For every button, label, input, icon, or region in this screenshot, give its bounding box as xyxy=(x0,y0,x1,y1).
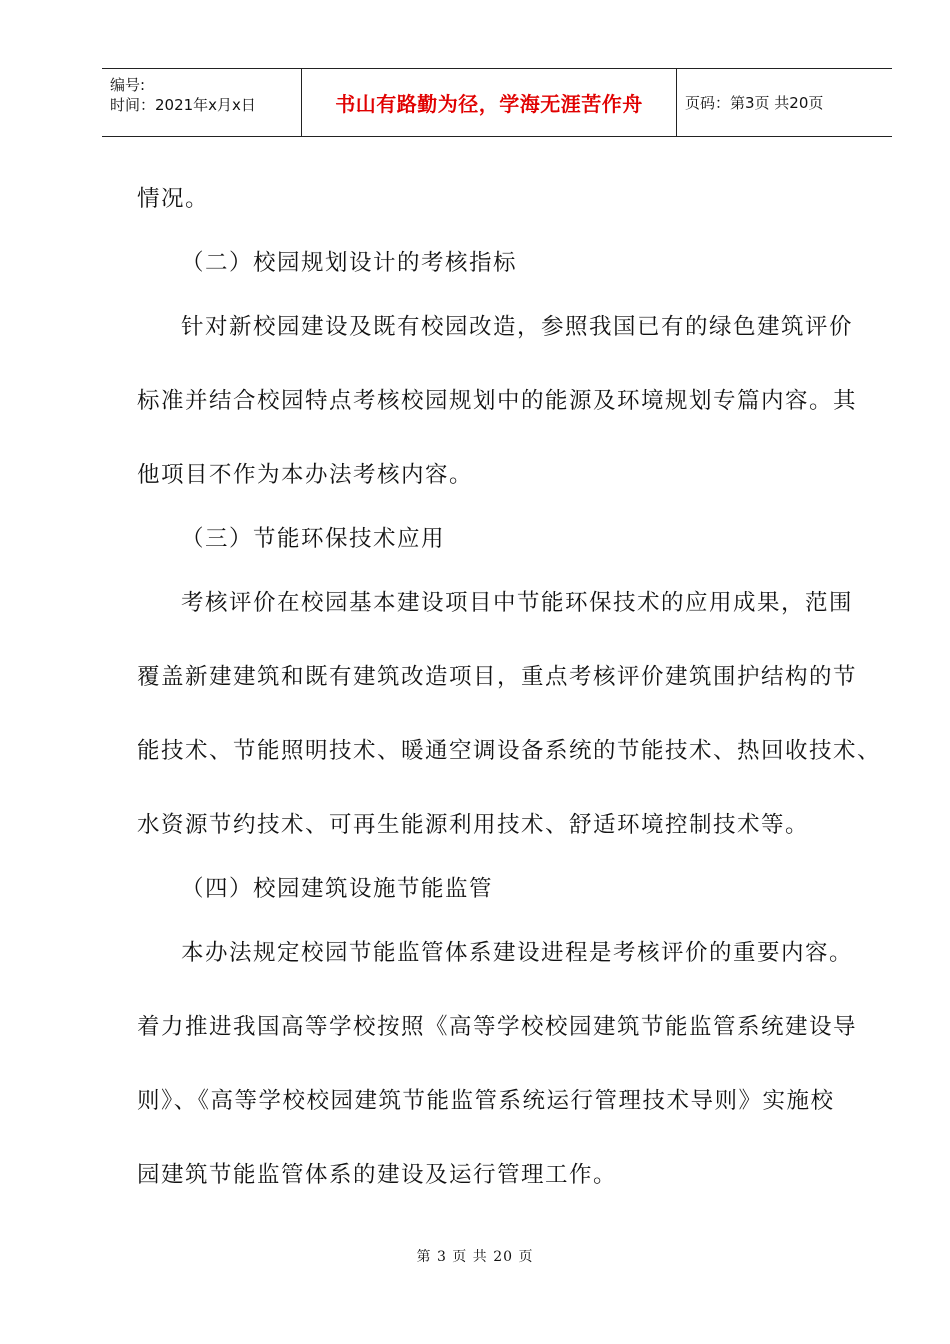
body-line-13: 着力推进我国高等学校按照《高等学校校园建筑节能监管系统建设导 xyxy=(137,1014,858,1040)
header-page-info: 页码：第3页 共20页 xyxy=(685,94,824,112)
body-line-15: 园建筑节能监管体系的建设及运行管理工作。 xyxy=(137,1162,618,1188)
page-header xyxy=(102,68,892,137)
body-line-4: 标准并结合校园特点考核校园规划中的能源及环境规划专篇内容。其 xyxy=(137,388,858,414)
body-line-3: 针对新校园建设及既有校园改造，参照我国已有的绿色建筑评价 xyxy=(181,314,854,340)
section-heading-2: （二）校园规划设计的考核指标 xyxy=(181,250,518,276)
body-line-12: 本办法规定校园节能监管体系建设进程是考核评价的重要内容。 xyxy=(181,940,854,966)
body-line-5: 他项目不作为本办法考核内容。 xyxy=(137,462,474,488)
body-line-10: 水资源节约技术、可再生能源利用技术、舒适环境控制技术等。 xyxy=(137,812,810,838)
section-heading-3: （三）节能环保技术应用 xyxy=(181,526,446,552)
section-heading-4: （四）校园建筑设施节能监管 xyxy=(181,876,494,902)
header-left-cell xyxy=(102,69,302,136)
body-line-1: 情况。 xyxy=(137,186,210,212)
document-number-label: 编号: xyxy=(110,76,146,94)
header-motto: 书山有路勤为径，学海无涯苦作舟 xyxy=(302,69,677,136)
body-line-9: 能技术、节能照明技术、暖通空调设备系统的节能技术、热回收技术、 xyxy=(137,738,882,764)
body-line-7: 考核评价在校园基本建设项目中节能环保技术的应用成果，范围 xyxy=(181,590,854,616)
page-footer: 第 3 页 共 20 页 xyxy=(416,1249,534,1265)
body-line-8: 覆盖新建建筑和既有建筑改造项目，重点考核评价建筑围护结构的节 xyxy=(137,664,858,690)
body-line-14: 则》、《高等学校校园建筑节能监管系统运行管理技术导则》实施校 xyxy=(137,1088,835,1114)
document-time-label: 时间：2021年x月x日 xyxy=(110,96,256,114)
